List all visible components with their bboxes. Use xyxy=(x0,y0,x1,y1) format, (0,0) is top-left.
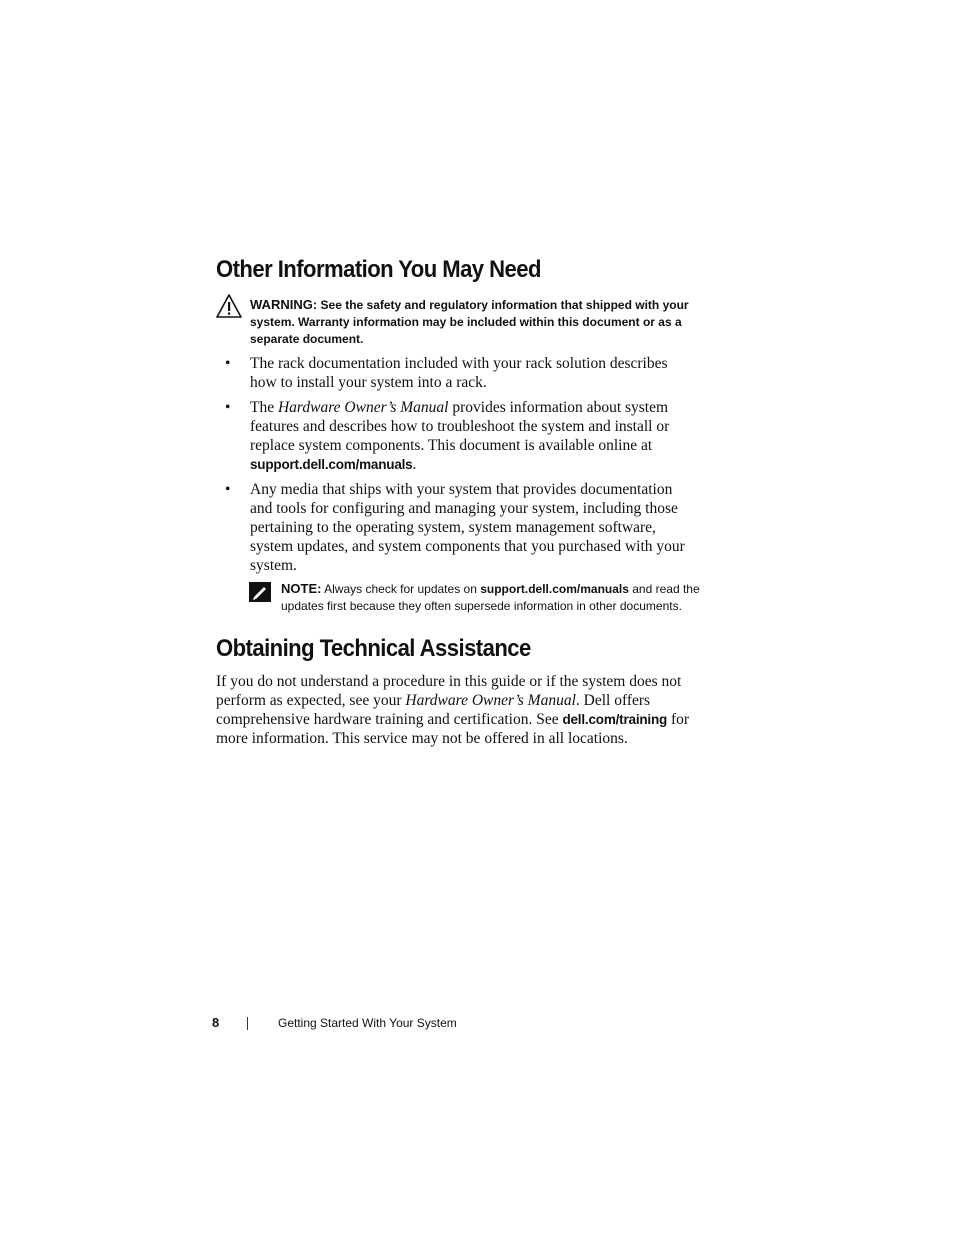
section-heading-other-information: Other Information You May Need xyxy=(216,256,541,283)
note-body: and read the updates first because they often supersede information in other documents. xyxy=(281,582,700,613)
support-manuals-link[interactable]: support.dell.com/manuals xyxy=(250,457,413,472)
list-item-text: The rack documentation included with your rack solution describes how to install your system into a rack. xyxy=(250,355,668,391)
note-support-manuals-link[interactable]: support.dell.com/manuals xyxy=(480,582,629,596)
footer-title: Getting Started With Your System xyxy=(278,1016,457,1030)
note-pencil-icon xyxy=(249,582,271,602)
list-item xyxy=(216,354,686,392)
footer-divider xyxy=(247,1017,248,1030)
paragraph-text: If you do not understand a procedure in this guide or if the system does not perform as expected, see your xyxy=(216,673,682,709)
warning-triangle-icon xyxy=(216,294,242,318)
list-item xyxy=(216,480,686,575)
note-body: Always check for updates on xyxy=(324,582,481,596)
paragraph-text: for more information. This service may not be offered in all locations. xyxy=(216,711,690,747)
list-item-text: Any media that ships with your system that provides documentation and tools for configuring and managing your system, including those pertaining to the operating system, system management software, system updates, and system components that you purchased with your system. xyxy=(250,481,685,574)
warning-body: See the safety and regulatory information that shipped with your system. Warranty information may be included within this document or as a separate document. xyxy=(250,298,689,346)
list-item-text: provides information about system features and describes how to troubleshoot the system and install or replace system components. This document is available online at xyxy=(250,399,670,454)
manual-title: Hardware Owner’s Manual xyxy=(277,399,449,416)
assistance-paragraph xyxy=(216,672,706,748)
section-heading-technical-assistance: Obtaining Technical Assistance xyxy=(216,635,531,662)
information-list xyxy=(216,354,686,581)
list-item-text: . xyxy=(412,456,417,473)
paragraph-text: . Dell offers comprehensive hardware training and certification. See xyxy=(216,692,651,728)
list-item-text: The xyxy=(250,399,278,416)
manual-title: Hardware Owner’s Manual xyxy=(405,692,576,709)
warning-text xyxy=(250,296,694,348)
note-label: NOTE: xyxy=(281,581,322,596)
page-number: 8 xyxy=(212,1015,220,1030)
training-link[interactable]: dell.com/training xyxy=(562,712,668,727)
note-text xyxy=(281,580,721,615)
list-item xyxy=(216,398,686,474)
warning-label: WARNING: xyxy=(250,297,318,312)
